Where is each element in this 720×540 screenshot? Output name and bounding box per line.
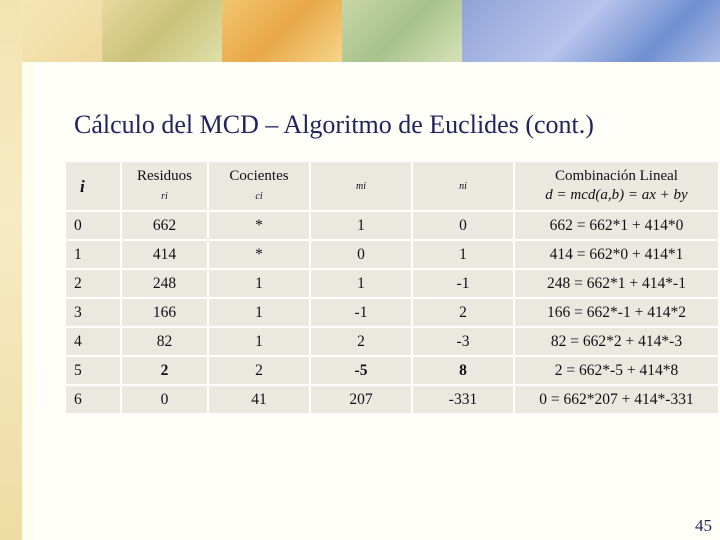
cell-combinacion: 0 = 662*207 + 414*-331	[515, 386, 718, 413]
cell-residuo: 166	[122, 299, 207, 326]
cell-m: 207	[311, 386, 411, 413]
cell-cociente: *	[209, 241, 309, 268]
header-cocientes	[209, 162, 309, 210]
cell-cociente: 1	[209, 328, 309, 355]
cell-residuo: 82	[122, 328, 207, 355]
header-cocientes-label: Cocientes	[229, 167, 289, 184]
table-row	[66, 357, 718, 384]
euclid-table	[64, 160, 720, 415]
banner-tile	[342, 0, 462, 62]
cell-i: 1	[66, 241, 120, 268]
header-residuos	[122, 162, 207, 210]
cell-cociente: 41	[209, 386, 309, 413]
cell-i: 0	[66, 212, 120, 239]
header-cocientes-symbol: ci	[255, 190, 263, 202]
table-row	[66, 241, 718, 268]
cell-combinacion: 414 = 662*0 + 414*1	[515, 241, 718, 268]
cell-m: -1	[311, 299, 411, 326]
banner-tile	[22, 0, 102, 62]
cell-cociente: 2	[209, 357, 309, 384]
euclid-table-container	[64, 160, 720, 415]
header-combinacion	[515, 162, 718, 210]
cell-residuo: 0	[122, 386, 207, 413]
header-combinacion-label: Combinación Lineal	[555, 168, 678, 184]
cell-n: -1	[413, 270, 513, 297]
cell-combinacion: 82 = 662*2 + 414*-3	[515, 328, 718, 355]
cell-i: 2	[66, 270, 120, 297]
cell-residuo: 2	[122, 357, 207, 384]
cell-n: -3	[413, 328, 513, 355]
cell-m: 1	[311, 270, 411, 297]
decorative-banner	[22, 0, 720, 62]
cell-m: 2	[311, 328, 411, 355]
cell-m: -5	[311, 357, 411, 384]
table-row	[66, 328, 718, 355]
cell-n: 1	[413, 241, 513, 268]
header-i: i	[66, 162, 120, 210]
slide-title: Cálculo del MCD – Algoritmo de Euclides (cont.)	[74, 110, 594, 139]
cell-n: 2	[413, 299, 513, 326]
banner-tile	[222, 0, 342, 62]
cell-cociente: *	[209, 212, 309, 239]
cell-residuo: 414	[122, 241, 207, 268]
cell-cociente: 1	[209, 299, 309, 326]
table-row	[66, 270, 718, 297]
cell-n: 8	[413, 357, 513, 384]
cell-combinacion: 2 = 662*-5 + 414*8	[515, 357, 718, 384]
table-row	[66, 299, 718, 326]
table-row	[66, 212, 718, 239]
cell-i: 3	[66, 299, 120, 326]
cell-m: 0	[311, 241, 411, 268]
header-n: ni	[413, 162, 513, 210]
cell-i: 5	[66, 357, 120, 384]
decorative-left-strip	[0, 0, 22, 540]
table-row	[66, 386, 718, 413]
header-combinacion-formula: d = mcd(a,b) = ax + by	[545, 187, 688, 203]
cell-cociente: 1	[209, 270, 309, 297]
table-header-row	[66, 162, 718, 210]
cell-residuo: 662	[122, 212, 207, 239]
page-number: 45	[695, 516, 712, 535]
header-m: mi	[311, 162, 411, 210]
header-residuos-label: Residuos	[136, 167, 192, 184]
banner-tile	[462, 0, 720, 62]
cell-n: -331	[413, 386, 513, 413]
cell-combinacion: 248 = 662*1 + 414*-1	[515, 270, 718, 297]
cell-m: 1	[311, 212, 411, 239]
cell-combinacion: 662 = 662*1 + 414*0	[515, 212, 718, 239]
cell-combinacion: 166 = 662*-1 + 414*2	[515, 299, 718, 326]
header-residuos-symbol: ri	[161, 190, 168, 202]
cell-n: 0	[413, 212, 513, 239]
cell-i: 6	[66, 386, 120, 413]
cell-residuo: 248	[122, 270, 207, 297]
cell-i: 4	[66, 328, 120, 355]
banner-tile	[102, 0, 222, 62]
